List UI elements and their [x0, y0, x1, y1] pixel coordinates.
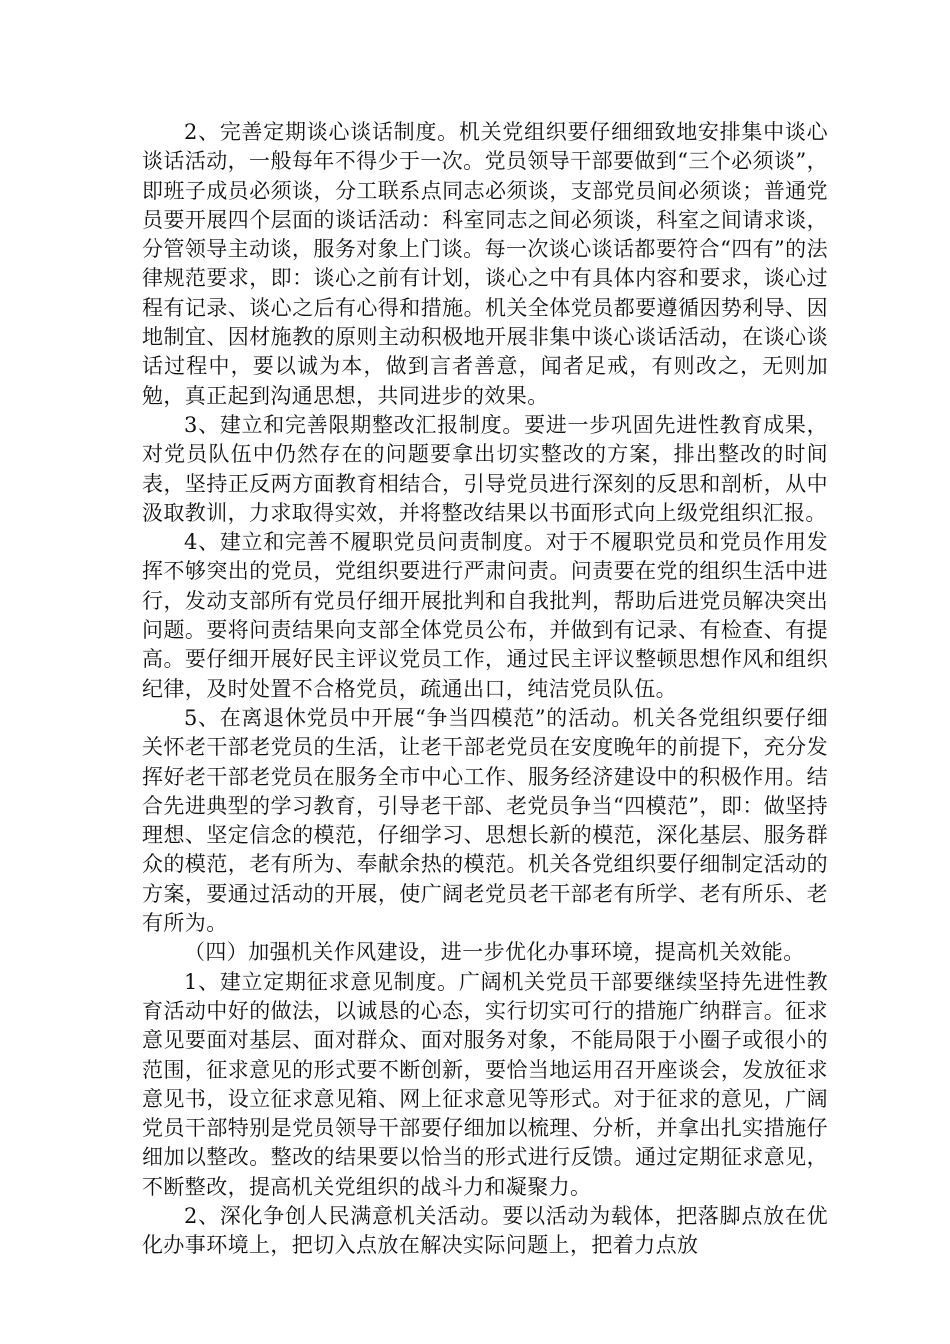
- section-heading: （四）加强机关作风建设，进一步优化办事环境，提高机关效能。: [184, 940, 805, 965]
- paragraph-solicit-opinions: 1、建立定期征求意见制度。广阔机关党员干部要继续坚持先进性教育活动中好的做法，以诚恳的心态，实行切实可行的措施广纳群言。征求意见要面对基层、面对群众、面对服务对象，不能局限于小圈子或很小的范围，征求意见的形式要不断创新，要恰当地运用召开座谈会，发放征求意见书，设立征求意见箱、网上征求意见等形式。对于征求的意见，广阔党员干部特别是党员领导干部要仔细加以梳理、分析，并拿出扎实措施仔细加以整改。整改的结果要以恰当的形式进行反馈。通过定期征求意见，不断整改，提高机关党组织的战斗力和凝聚力。: [142, 969, 828, 1199]
- paragraph-talk-system: 2、完善定期谈心谈话制度。机关党组织要仔细细致地安排集中谈心谈话活动，一般每年不得少于一次。党员领导干部要做到“三个必须谈”，即班子成员必须谈，分工联系点同志必须谈，支部党员间必须谈；普通党员要开展四个层面的谈话活动：科室同志之间必须谈，科室之间请求谈，分管领导主动谈，服务对象上门谈。每一次谈心谈话都要符合“四有”的法律规范要求，即：谈心之前有计划，谈心之中有具体内容和要求，谈心过程有记录、谈心之后有心得和措施。机关全体党员都要遵循因势利导、因地制宜、因材施教的原则主动积极地开展非集中谈心谈话活动，在谈心谈话过程中，要以诚为本，做到言者善意，闻者足戒，有则改之，无则加勉，真正起到沟通思想，共同进步的效果。: [142, 120, 828, 408]
- paragraph-rectification-report: 3、建立和完善限期整改汇报制度。要进一步巩固先进性教育成果，对党员队伍中仍然存在的问题要拿出切实整改的方案，排出整改的时间表，坚持正反两方面教育相结合，引导党员进行深刻的反思和剖析，从中汲取教训，力求取得实效，并将整改结果以书面形式向上级党组织汇报。: [142, 412, 828, 525]
- paragraph-accountability: 4、建立和完善不履职党员问责制度。对于不履职党员和党员作用发挥不够突出的党员，党组织要进行严肃问责。问责要在党的组织生活中进行，发动支部所有党员仔细开展批判和自我批判，帮助后进党员解决突出问题。要将问责结果向支部全体党员公布，并做到有记录、有检查、有提高。要仔细开展好民主评议党员工作，通过民主评议整顿思想作风和组织纪律，及时处置不合格党员，疏通出口，纯洁党员队伍。: [142, 530, 828, 701]
- paragraph-satisfied-organs: 2、深化争创人民满意机关活动。要以活动为载体，把落脚点放在优化办事环境上，把切入点放在解决实际问题上，把着力点放: [142, 1203, 828, 1258]
- document-body: [142, 118, 828, 1261]
- paragraph-four-models: 5、在离退休党员中开展“争当四模范”的活动。机关各党组织要仔细关怀老干部老党员的生活，让老干部老党员在安度晚年的前提下，充分发挥好老干部老党员在服务全市中心工作、服务经济建设中的积极作用。结合先进典型的学习教育，引导老干部、老党员争当“四模范”，即：做坚持理想、坚定信念的模范，仔细学习、思想长新的模范，深化基层、服务群众的模范，老有所为、奉献余热的模范。机关各党组织要仔细制定活动的方案，要通过活动的开展，使广阔老党员老干部老有所学、老有所乐、老有所为。: [142, 705, 828, 936]
